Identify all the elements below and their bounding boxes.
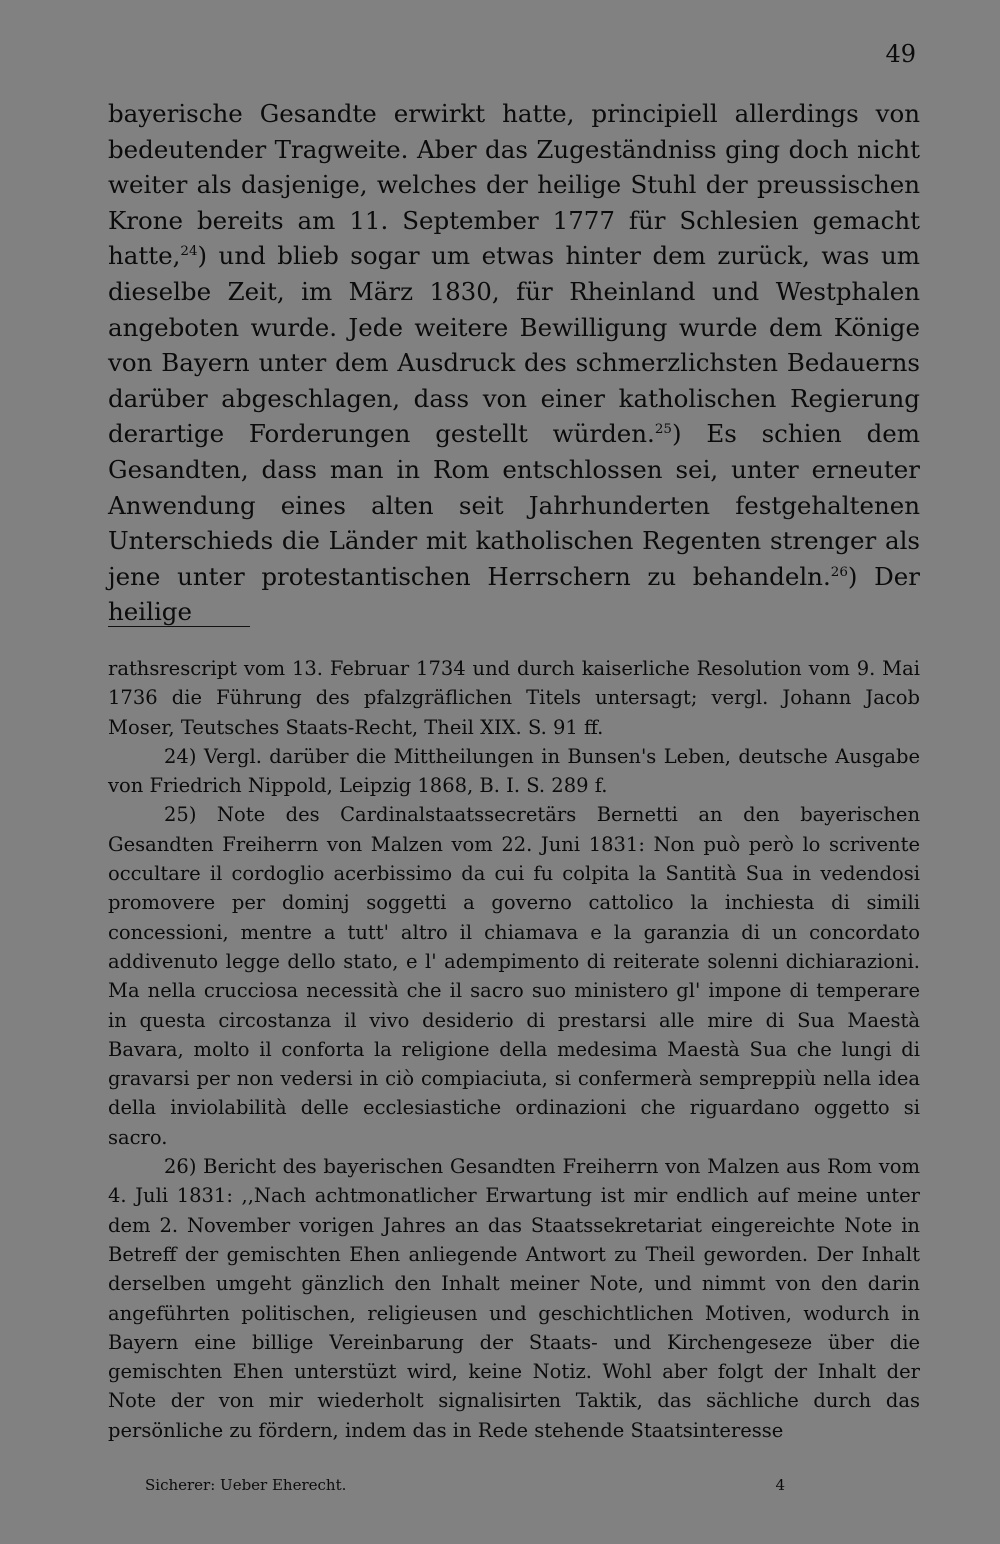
signature-line [145, 1476, 785, 1494]
footnote-24: 24) Vergl. darüber die Mittheilungen in Bunsen's Leben, deutsche Ausgabe von Friedrich Nippold, Leipzig 1868, B. I. S. 289 f. [108, 744, 920, 798]
main-paragraph [108, 96, 920, 630]
footnote-25: 25) Note des Cardinalstaatssecretärs Bernetti an den bayerischen Gesandten Freiherrn von Malzen vom 22. Juni 1831: Non può però lo scrivente occultare il cordoglio acerbissimo da cui fu colpita la Santità Sua in vedendosi promovere per dominj soggetti a governo cattolico la inchiesta di simili concessioni, mentre a tutt' altro il chiamava e la garanzia di un concordato addivenuto legge dello stato, e l' adempimento di reiterate solenni dichiarazioni. Ma nella crucciosa necessità che il sacro suo ministero gl' impone di temperare in questa circostanza il vivo desiderio di prestarsi alle mire di Sua Maestà Bavara, molto il conforta la religione della medesima Maestà Sua che lungi di gravarsi per non vedersi in ciò compiaciuta, si confermerà sempreppiù nella idea della inviolabilità delle ecclesiastiche ordinazioni che riguardano oggetto si sacro. [108, 803, 920, 1149]
main-text-part-3: ) Es schien dem Gesandten, dass man in Rom entschlossen sei, unter erneuter Anwendung eines alten seit Jahrhunderten festgehaltenen Unterschieds die Länder mit katholischen Regenten strenger als jene unter protestantischen Herrschern zu behandeln. [108, 419, 920, 591]
page-number: 49 [885, 40, 916, 68]
signature-number: 4 [775, 1476, 785, 1494]
main-text-part-2: ) und blieb sogar um etwas hinter dem zurück, was um dieselbe Zeit, im März 1830, für Rheinland und Westphalen angeboten wurde. Jede weitere Bewilligung wurde dem Könige von Bayern unter dem Ausdruck des schmerzlichsten Bedauerns darüber abgeschlagen, dass von einer katholischen Regierung derartige Forderungen gestellt würden. [108, 241, 920, 449]
footnote-ref-25: 25 [654, 421, 672, 438]
footnote-ref-26: 26 [830, 563, 848, 580]
footnotes [108, 654, 920, 1445]
main-text-part-1: bayerische Gesandte erwirkt hatte, principiell allerdings von bedeutender Tragweite. Aber das Zugeständniss ging doch nicht weiter als dasjenige, welches der heilige Stuhl der preussischen Krone bereits am 11. September 1777 für Schlesien gemacht hatte, [108, 99, 920, 271]
footnote-continuation: rathsrescript vom 13. Februar 1734 und durch kaiserliche Resolution vom 9. Mai 1736 die Führung des pfalzgräflichen Titels untersagt; vergl. Johann Jacob Moser, Teutsches Staats-Recht, Theil XIX. S. 91 ff. [108, 657, 920, 739]
main-text-part-4: ) Der heilige [108, 561, 920, 627]
footnote-26: 26) Bericht des bayerischen Gesandten Freiherrn von Malzen aus Rom vom 4. Juli 1831: ,,Nach achtmonatlicher Erwartung ist mir endlich auf meine unter dem 2. November vorigen Jahres an das Staatssekretariat eingereichte Note in Betreff der gemischten Ehen anliegende Antwort zu Theil geworden. Der Inhalt derselben umgeht gänzlich den Inhalt meiner Note, und nimmt von den darin angeführten politischen, religieusen und geschichtlichen Motiven, wodurch in Bayern eine billige Vereinbarung der Staats- und Kirchengeseze über die gemischten Ehen unterstüzt wird, keine Notiz. Wohl aber folgt der Inhalt der Note der von mir wiederholt signalisirten Taktik, das sächliche durch das persönliche zu fördern, indem das in Rede stehende Staatsinteresse [108, 1155, 920, 1442]
signature-title: Sicherer: Ueber Eherecht. [145, 1476, 347, 1494]
footnote-ref-24: 24 [180, 243, 198, 260]
main-text [108, 96, 920, 630]
footnote-separator [108, 626, 250, 627]
